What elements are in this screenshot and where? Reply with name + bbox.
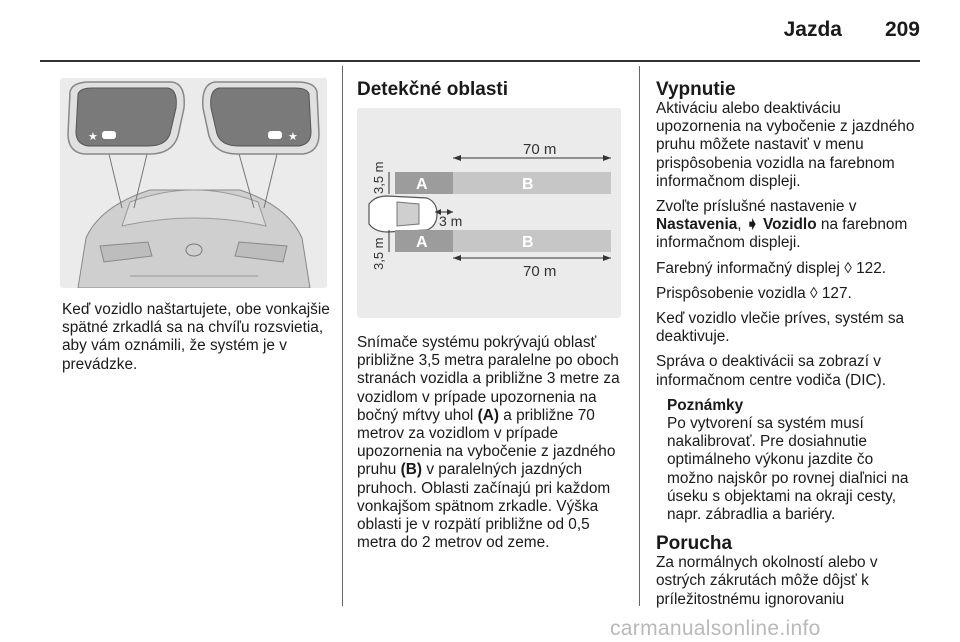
detection-text-3: v paralelných jazdných pruhoch. Oblasti začínajú pri každom vonkajšom spätnom zrkadle. Výška oblasti je v rozpätí približne od 0,5 metra do 2 metrov od zeme. <box>357 461 611 552</box>
trailer-paragraph: Keď vozidlo vlečie príves, systém sa deaktivuje. <box>656 310 905 346</box>
settings-text-post: na farebnom informačnom displeji. <box>656 216 908 252</box>
note-box <box>656 397 922 524</box>
page-header <box>0 0 960 62</box>
detection-zone-diagram <box>357 108 621 318</box>
side-distance-bottom: 3,5 m <box>371 237 386 270</box>
arrow-icon: ➧ <box>745 216 759 234</box>
fault-paragraph: Za normálnych okolností alebo v ostrých zákrutách môže dôjsť k príležitostnému ignorovaniu <box>656 554 878 608</box>
dic-paragraph: Správa o deaktivácii sa zobrazí v informačnom centre vodiča (DIC). <box>656 353 887 389</box>
vehicle-personalization-reference: Prispôsobenie vozidla ◊ 127. <box>656 284 852 302</box>
star-icon: ★ <box>288 131 298 143</box>
note-text: Po vytvorení sa systém musí nakalibrovať. Pre dosiahnutie optimálneho výkonu jazdite čo možno najskôr po rovnej diaľnici na úseku s objektami na okraji cesty, napr. zábradlia a bariéry. <box>667 415 909 524</box>
mirror-illustration <box>60 78 327 288</box>
color-display-reference: Farebný informačný displej ◊ 122. <box>656 259 887 277</box>
rear-distance: 3 m <box>439 213 463 229</box>
detection-text-2: a približne 70 metrov za vozidlom v prípade upozornenia na vybočenie z jazdného pruhu <box>357 406 616 479</box>
side-distance-top: 3,5 m <box>371 161 386 194</box>
zone-b-label: B <box>522 176 534 193</box>
zone-a-label: A <box>416 176 428 193</box>
page-number: 209 <box>884 18 920 41</box>
mirror-paragraph: Keď vozidlo naštartujete, obe vonkajšie spätné zrkadlá sa na chvíľu rozsvietia, aby vám oznámili, že systém je v prevádzke. <box>62 301 330 373</box>
middle-heading-block <box>357 80 629 100</box>
fault-heading: Porucha <box>656 533 733 555</box>
middle-column <box>357 334 633 559</box>
section-title: Jazda <box>783 18 842 41</box>
label-b: (B) <box>400 461 423 479</box>
right-column <box>656 80 922 616</box>
settings-text-pre: Zvoľte príslušné nastavenie v <box>656 198 857 216</box>
top-distance: 70 m <box>523 141 557 158</box>
zone-b-label: B <box>522 234 534 251</box>
deactivation-heading: Vypnutie <box>656 79 736 100</box>
note-title: Poznámky <box>667 396 744 414</box>
bottom-distance: 70 m <box>523 263 557 280</box>
left-column <box>62 301 332 381</box>
menu-vehicle: Vozidlo <box>763 216 817 234</box>
label-a: (A) <box>477 406 499 424</box>
detection-paragraph <box>357 334 633 552</box>
detection-areas-heading: Detekčné oblasti <box>357 79 508 100</box>
header-rule <box>40 60 920 62</box>
watermark: carmanualsonline.info <box>610 617 821 640</box>
detection-text-1: Snímače systému pokrývajú oblasť približne 3,5 metra paralelne po oboch stranách vozidla a približne 3 metre za vozidlom v prípade upozornenia na bočný mŕtvy uhol <box>357 334 620 424</box>
deactivation-paragraph: Aktiváciu alebo deaktiváciu upozornenia na vybočenie z jazdného pruhu môžete nastaviť v menu prispôsobenia vozidla na farebnom informačnom displeji. <box>656 100 915 190</box>
star-icon: ★ <box>88 131 98 143</box>
zone-a-label: A <box>416 234 428 251</box>
settings-paragraph: Zvoľte príslušné nastavenie v Nastavenia, ➧ Vozidlo na farebnom informačnom displeji. <box>656 198 908 252</box>
column-divider-right <box>639 66 640 606</box>
menu-settings: Nastavenia <box>656 216 738 234</box>
column-divider-left <box>342 66 343 606</box>
